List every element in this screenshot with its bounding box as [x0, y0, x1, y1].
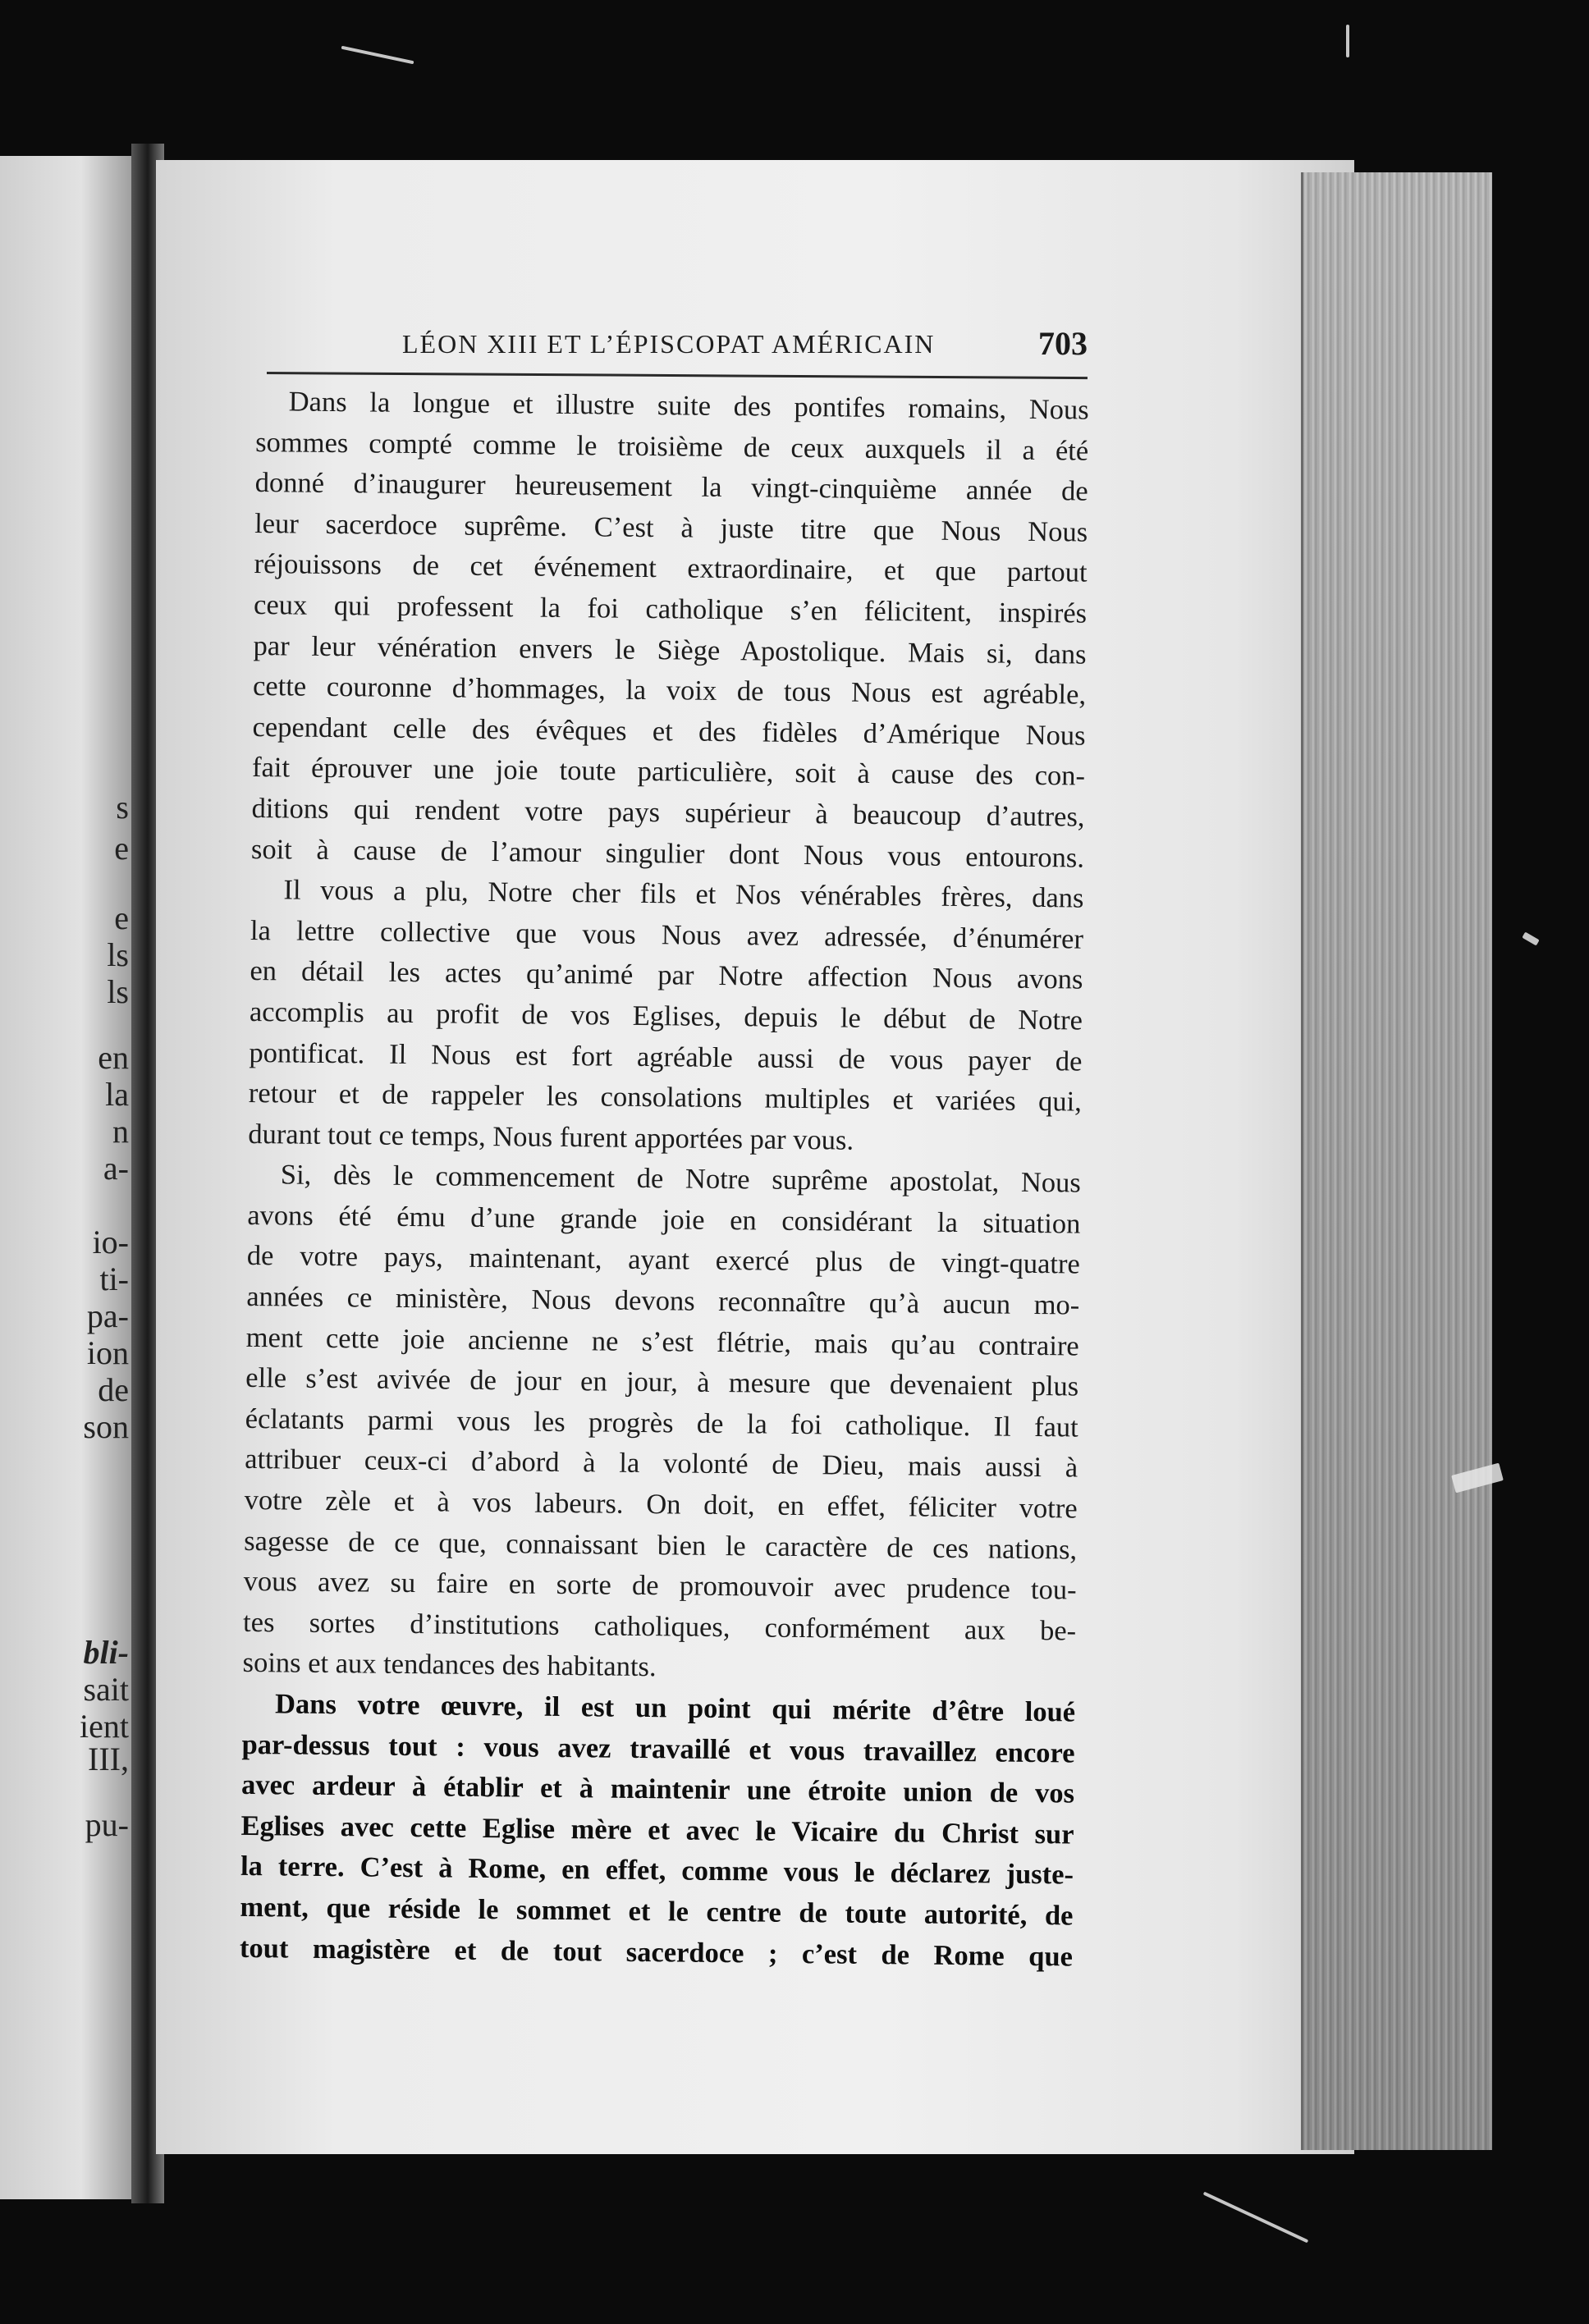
- text-line: pontificat. Il Nous est fort agréable aussi de vous payer de: [249, 1036, 1083, 1077]
- text-line: ceux qui professent la foi catholique s’en félicitent, inspirés: [253, 588, 1088, 629]
- text-line: la terre. C’est à Rome, en effet, comme vous le déclarez juste-: [240, 1851, 1074, 1891]
- body-text: [240, 382, 1089, 1978]
- left-page-fragment: ls: [107, 973, 129, 1010]
- film-scratch: [1346, 25, 1349, 57]
- text-line: accomplis au profit de vos Eglises, depuis le début de Notre: [249, 995, 1083, 1036]
- left-page-fragment: de: [98, 1371, 129, 1408]
- previous-page-strip: [0, 156, 135, 2199]
- left-page-fragment: io-: [92, 1224, 129, 1260]
- text-line: votre zèle et à vos labeurs. On doit, en effet, féliciter votre: [244, 1484, 1078, 1525]
- text-line: durant tout ce temps, Nous furent apportées par vous.: [248, 1118, 854, 1156]
- text-line: retour et de rappeler les consolations multiples et variées qui,: [248, 1077, 1083, 1118]
- text-line: donné d’inaugurer heureusement la vingt-cinquième année de: [254, 467, 1088, 507]
- text-line: Si, dès le commencement de Notre suprême apostolat, Nous: [280, 1159, 1082, 1199]
- text-line: elle s’est avivée de jour en jour, à mesure que devenaient plus: [245, 1362, 1079, 1402]
- text-line: attribuer ceux-ci d’abord à la volonté de Dieu, mais aussi à: [245, 1443, 1078, 1484]
- text-line: sagesse de ce que, connaissant bien le caractère de ces nations,: [244, 1525, 1078, 1566]
- text-line: la lettre collective que vous Nous avez adressée, d’énumérer: [250, 914, 1084, 955]
- text-line: Dans votre œuvre, il est un point qui mérite d’être loué: [274, 1688, 1076, 1728]
- text-line: éclatants parmi vous les progrès de la foi catholique. Il faut: [245, 1402, 1078, 1443]
- text-line: leur sacerdoce suprême. C’est à juste titre que Nous Nous: [254, 507, 1088, 548]
- left-page-fragment: bli-: [83, 1634, 129, 1671]
- left-page-fragment: e: [114, 830, 129, 867]
- left-page-fragment: son: [83, 1408, 129, 1445]
- text-line: ment, que réside le sommet et le centre de toute autorité, de: [240, 1891, 1074, 1932]
- running-header: [267, 324, 1088, 373]
- text-line: réjouissons de cet événement extraordinaire, et que partout: [254, 548, 1088, 588]
- left-page-fragment: en: [98, 1039, 129, 1076]
- text-line: cette couronne d’hommages, la voix de tous Nous est agréable,: [252, 670, 1087, 711]
- text-line: années ce ministère, Nous devons reconnaître qu’à aucun mo-: [246, 1281, 1080, 1321]
- text-line: tes sortes d’institutions catholiques, conformément aux be-: [242, 1606, 1077, 1647]
- page-number: 703: [1038, 325, 1088, 362]
- left-page-fragment: ls: [107, 936, 129, 973]
- text-line: cependant celle des évêques et des fidèles d’Amérique Nous: [252, 711, 1086, 752]
- text-line: ditions qui rendent votre pays supérieur à beaucoup d’autres,: [251, 792, 1085, 833]
- text-line: avons été ému d’une grande joie en considérant la situation: [247, 1199, 1081, 1240]
- running-title: LÉON XIII ET L’ÉPISCOPAT AMÉRICAIN: [402, 329, 936, 359]
- left-page-fragment: ti-: [99, 1260, 129, 1297]
- film-scratch: [1203, 2192, 1309, 2244]
- left-page-fragment: ion: [86, 1334, 129, 1371]
- left-page-fragment: n: [112, 1113, 129, 1150]
- text-line: en détail les actes qu’animé par Notre affection Nous avons: [250, 955, 1083, 995]
- text-line: Eglises avec cette Eglise mère et avec le Vicaire du Christ sur: [240, 1809, 1074, 1851]
- page-edges: [1301, 172, 1492, 2150]
- left-page-fragment: la: [105, 1076, 129, 1113]
- text-line: par leur vénération envers le Siège Apostolique. Mais si, dans: [253, 629, 1087, 670]
- text-line: ment cette joie ancienne ne s’est flétrie, mais qu’au contraire: [245, 1321, 1079, 1362]
- left-page-fragment: pa-: [86, 1297, 129, 1334]
- text-line: sommes compté comme le troisième de ceux auxquels il a été: [255, 426, 1089, 467]
- left-page-fragment: sait: [83, 1671, 129, 1708]
- text-line: soit à cause de l’amour singulier dont Nous vous entourons.: [250, 833, 1085, 874]
- left-page-fragment: pu-: [85, 1806, 129, 1843]
- left-page-fragment: ient: [80, 1708, 129, 1745]
- film-scratch: [1522, 932, 1539, 946]
- left-page-fragment: e: [114, 899, 129, 936]
- film-scratch: [341, 46, 414, 65]
- text-line: soins et aux tendances des habitants.: [242, 1647, 657, 1683]
- left-page-fragment: III,: [88, 1741, 129, 1777]
- text-line: vous avez su faire en sorte de promouvoir avec prudence tou-: [243, 1566, 1077, 1606]
- text-line: fait éprouver une joie toute particulière, soit à cause des con-: [251, 752, 1086, 792]
- text-line: de votre pays, maintenant, ayant exercé plus de vingt-quatre: [246, 1240, 1080, 1281]
- left-page-fragment: s: [116, 789, 129, 826]
- text-line: par-dessus tout : vous avez travaillé et vous travaillez encore: [241, 1728, 1075, 1769]
- text-line: avec ardeur à établir et à maintenir une étroite union de vos: [240, 1769, 1075, 1809]
- text-line: tout magistère et de tout sacerdoce ; c’est de Rome que: [239, 1932, 1074, 1973]
- text-line: Il vous a plu, Notre cher fils et Nos vénérables frères, dans: [283, 874, 1084, 914]
- left-page-fragment: a-: [103, 1150, 129, 1187]
- text-line: Dans la longue et illustre suite des pontifes romains, Nous: [288, 386, 1089, 426]
